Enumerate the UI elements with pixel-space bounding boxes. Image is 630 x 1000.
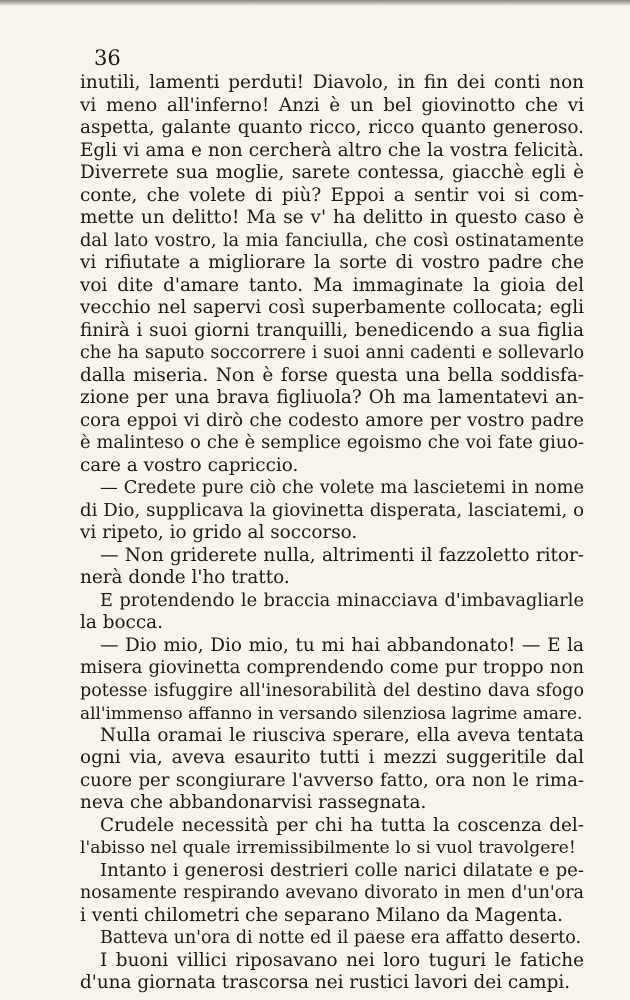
text-line: mette un delitto! Ma se v' ha delitto in questo caso è (80, 207, 584, 228)
text-line: Egli vi ama e non cercherà altro che la vostra felicità. (80, 139, 584, 161)
text-line: Nulla oramai le riusciva sperare, ella aveva tentata (100, 724, 584, 746)
text-line: neva che abbandonarvisi rassegnata. (80, 792, 427, 813)
text-line: vi rifiutate a migliorare la sorte di vostro padre che (80, 252, 584, 273)
body-text (80, 72, 584, 995)
text-line: dalla miseria. Non è forse questa una bella soddisfa- (80, 364, 584, 386)
page-number: 36 (94, 46, 121, 70)
text-line: Batteva un'ora di notte ed il paese era affatto deserto. (100, 928, 582, 948)
text-line: finirà i suoi giorni tranquilli, benedicendo a sua figlia (80, 319, 584, 341)
page-top-edge (0, 0, 630, 6)
text-line: Diverrete sua moglie, sarete contessa, giacchè egli è (80, 162, 584, 183)
text-line: voi dite d'amare tanto. Ma immaginate la gioia del (80, 274, 584, 296)
text-line: vi ripeto, io grido al soccorso. (80, 522, 358, 543)
text-line: d'una giornata trascorsa nei rustici lavori dei campi. (80, 972, 571, 993)
text-line: E protendendo le braccia minacciava d'imbavagliarle (100, 589, 584, 611)
text-line: all'immenso affanno in versando silenziosa lagrime amare. (80, 703, 583, 723)
text-line: cuore per scongiurare l'avverso fatto, ora non le rima- (80, 769, 584, 791)
text-line: Crudele necessità per chi ha tutta la coscenza del- (100, 814, 584, 836)
text-line: aspetta, galante quanto ricco, ricco quanto generoso. (80, 117, 584, 138)
text-line: conte, che volete di più? Eppoi a sentir voi si com- (80, 184, 584, 206)
text-line: ogni via, aveva esaurito tutti i mezzi suggeritile dal (80, 747, 584, 768)
text-line: care a vostro capriccio. (80, 454, 299, 476)
text-line: la bocca. (80, 612, 163, 633)
text-line: Intanto i generosi destrieri colle narici dilatate e pe- (100, 859, 584, 881)
text-line: potesse isfuggire all'inesorabilità del destino dava sfogo (80, 680, 584, 701)
text-line: dal lato vostro, la mia fanciulla, che così ostinatamente (80, 229, 584, 251)
text-line: misera giovinetta comprendendo come pur troppo non (80, 657, 584, 678)
text-line: i venti chilometri che separano Milano da Magenta. (80, 904, 564, 926)
text-line: cora eppoi vi dirò che codesto amore per vostro padre (80, 409, 584, 431)
text-line: — Dio mio, Dio mio, tu mi hai abbandonato! — E la (100, 634, 584, 656)
text-line: I buoni villici riposavano nei loro tuguri le fatiche (100, 949, 584, 971)
text-line: l'abisso nel quale irremissibilmente lo si vuol travolgere! (80, 838, 576, 858)
text-line: nerà donde l'ho tratto. (80, 567, 290, 588)
text-line: — Non griderete nulla, altrimenti il fazzoletto ritor- (100, 544, 584, 566)
text-line: nosamente respirando avevano divorato in men d'un'ora (80, 883, 584, 903)
text-line: — Credete pure ciò che volete ma lascietemi in nome (100, 477, 584, 498)
text-line: è malinteso o che è semplice egoismo che voi fate giuo- (80, 432, 584, 453)
text-line: vecchio nel sapervi così superbamente collocata; egli (80, 297, 584, 318)
text-line: zione per una brava figliuola? Oh ma lamentatevi an- (80, 387, 584, 408)
text-line: vi meno all'inferno! Anzi è un bel giovinotto che vi (80, 94, 584, 116)
text-line: che ha saputo soccorrere i suoi anni cadenti e sollevarlo (80, 343, 584, 363)
text-line: inutili, lamenti perduti! Diavolo, in fin dei conti non (80, 72, 584, 93)
text-line: di Dio, supplicava la giovinetta disperata, lasciatemi, o (80, 499, 584, 521)
